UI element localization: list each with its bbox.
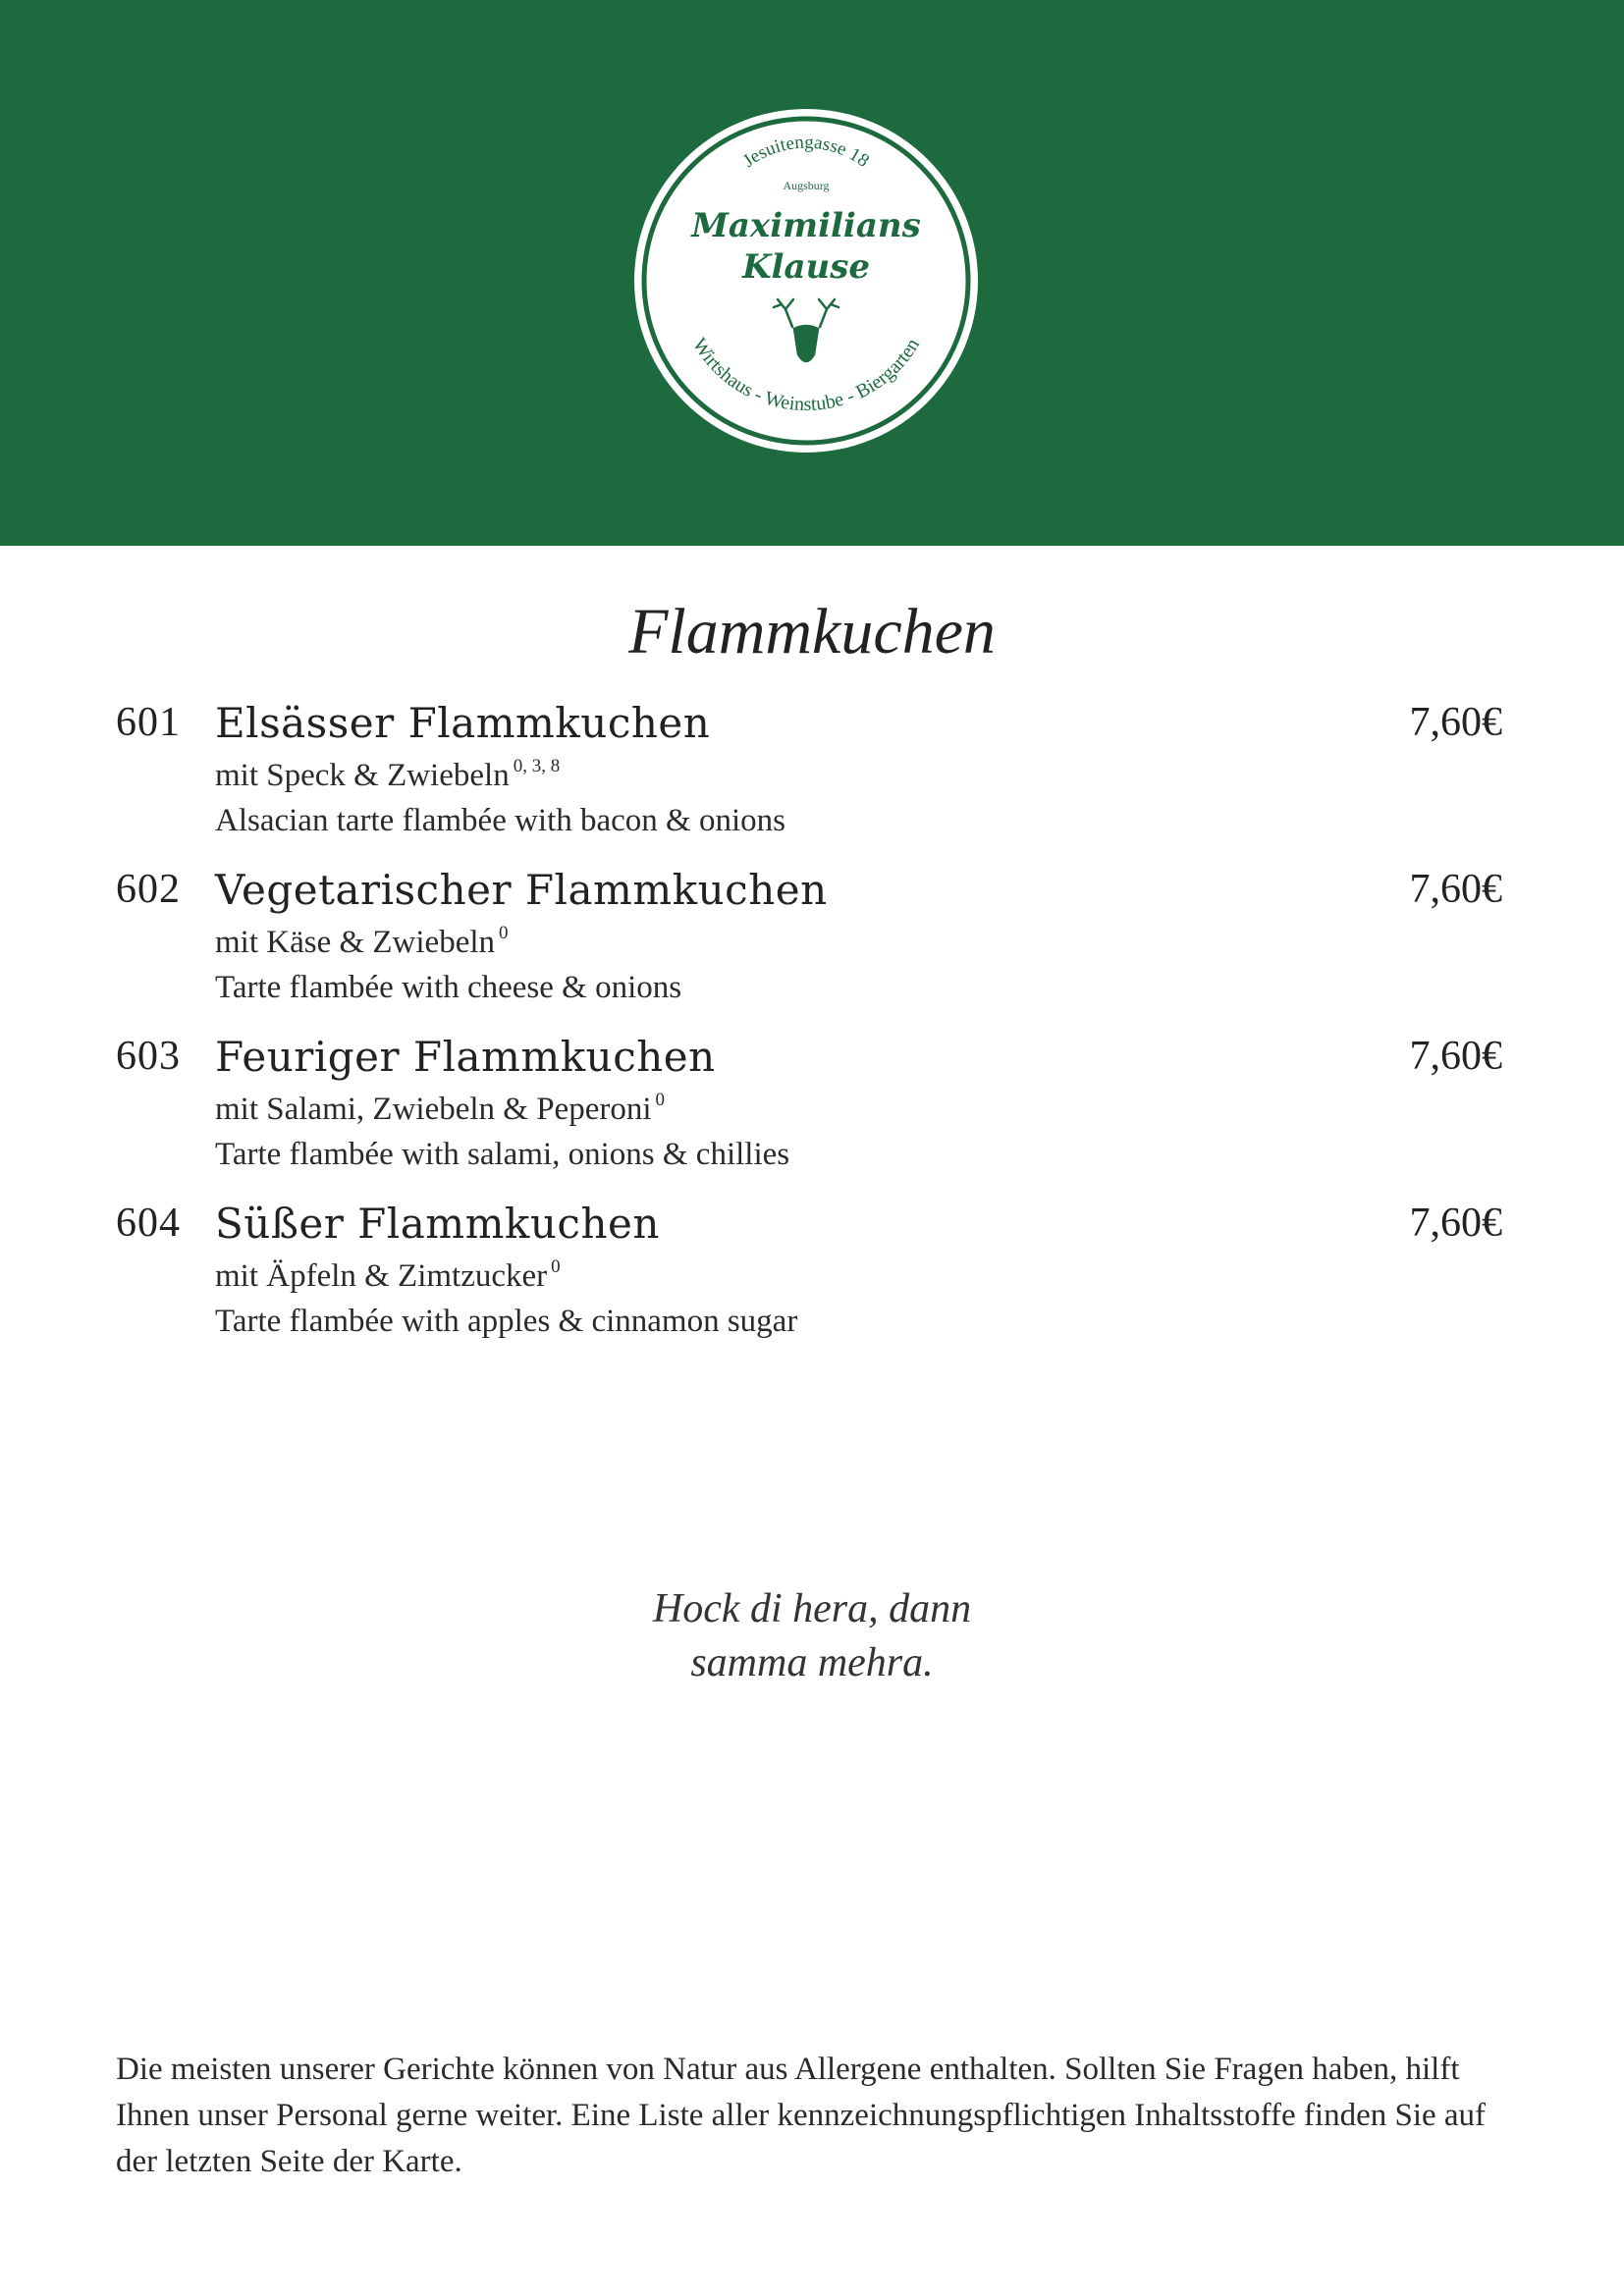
restaurant-logo xyxy=(632,107,980,454)
logo-name-line2: Klause xyxy=(742,247,870,287)
allergen-codes: 0 xyxy=(499,923,509,943)
item-price: 7,60€ xyxy=(1409,700,1502,745)
logo-name-line1: Maximilians xyxy=(691,206,921,245)
item-description-de: mit Äpfeln & Zimtzucker $^0$ xyxy=(215,1256,561,1294)
item-number: 604 xyxy=(116,1201,181,1246)
item-description-en: Tarte flambée with apples & cinnamon sugar xyxy=(215,1304,798,1339)
item-price: 7,60€ xyxy=(1409,1034,1502,1079)
allergen-codes: 0 xyxy=(655,1090,666,1110)
allergen-note: Die meisten unserer Gerichte können von Natur aus Allergene enthalten. Sollten Sie Fragen haben, hilft Ihnen unser Personal gerne weiter. Eine Liste aller kennzeichnungspflichtigen Inhaltsstoffe finden Sie auf der letzten Seite der Karte. xyxy=(116,2052,1487,2179)
slogan xyxy=(0,1582,1624,1690)
slogan-line-1: Hock di hera, dann xyxy=(652,1586,972,1631)
menu-item xyxy=(0,1033,1624,1190)
item-description-en: Tarte flambée with salami, onions & chillies xyxy=(215,1137,790,1172)
item-description-en: Tarte flambée with cheese & onions xyxy=(215,970,682,1005)
item-description-de: mit Käse & Zwiebeln $^0$ xyxy=(215,923,509,960)
item-name: Feuriger Flammkuchen xyxy=(215,1033,716,1081)
item-number: 602 xyxy=(116,867,181,912)
item-description-en: Alsacian tarte flambée with bacon & onions xyxy=(215,803,785,838)
slogan-line-2: samma mehra. xyxy=(690,1640,934,1685)
item-number: 603 xyxy=(116,1034,181,1079)
menu-item xyxy=(0,866,1624,1023)
section-title: Flammkuchen xyxy=(628,596,996,667)
item-description-de: mit Salami, Zwiebeln & Peperoni $^0$ xyxy=(215,1090,666,1127)
item-name: Süßer Flammkuchen xyxy=(215,1200,660,1248)
header-banner xyxy=(0,0,1624,546)
allergen-codes: 0, 3, 8 xyxy=(513,756,561,776)
menu-item xyxy=(0,1200,1624,1357)
menu-item xyxy=(0,699,1624,856)
item-name: Vegetarischer Flammkuchen xyxy=(215,866,828,914)
item-number: 601 xyxy=(116,700,181,745)
logo-tagline: Wirtshaus - Weinstube - Biergarten xyxy=(687,334,924,416)
allergen-codes: 0 xyxy=(551,1256,561,1277)
logo-address: Jesuitengasse 18 xyxy=(738,132,873,172)
item-price: 7,60€ xyxy=(1409,1201,1502,1246)
item-description-de: mit Speck & Zwiebeln $^{0, 3, 8}$ xyxy=(215,756,561,793)
item-price: 7,60€ xyxy=(1409,867,1502,912)
logo-city: Augsburg xyxy=(783,179,830,192)
item-name: Elsässer Flammkuchen xyxy=(215,699,711,747)
